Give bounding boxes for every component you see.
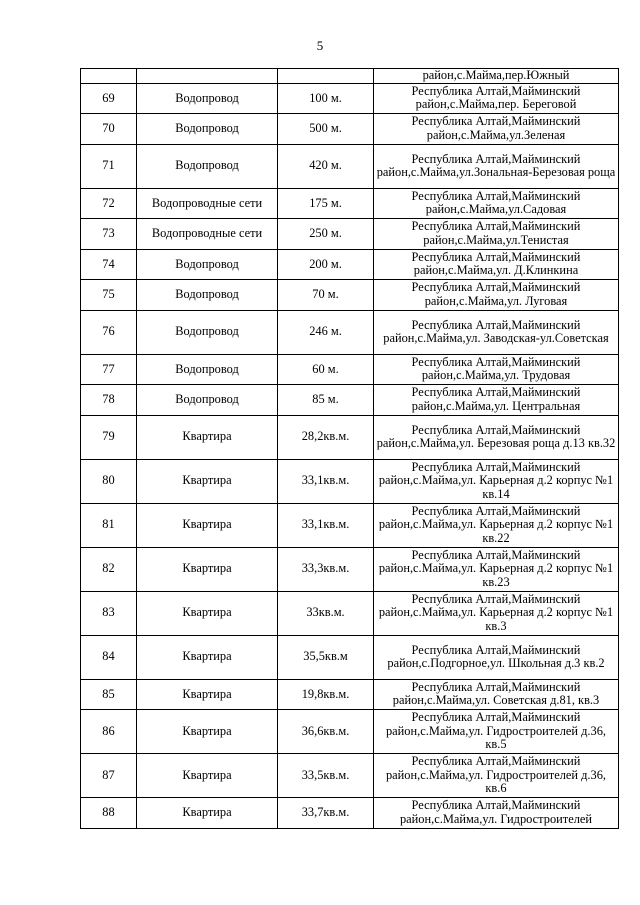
table-row: [81, 83, 619, 114]
cell-size: 33,1кв.м.: [278, 459, 374, 503]
cell-name: Квартира: [137, 679, 278, 710]
cell-number: 81: [81, 503, 137, 547]
cell-address: Республика Алтай,Майминский район,с.Майма,ул.Садовая: [374, 188, 619, 219]
table-row: [81, 280, 619, 311]
cell-number: 77: [81, 354, 137, 385]
cell-name: Квартира: [137, 798, 278, 829]
cell-address: Республика Алтай,Майминский район,с.Майма,ул. Трудовая: [374, 354, 619, 385]
cell-address: Республика Алтай,Майминский район,с.Майма,ул.Зональная-Березовая роща: [374, 144, 619, 188]
cell-number: 84: [81, 635, 137, 679]
cell-number: 78: [81, 385, 137, 416]
cell-name: Водопровод: [137, 114, 278, 145]
table-row: [81, 798, 619, 829]
cell-address: Республика Алтай,Майминский район,с.Майма,ул. Гидростроителей: [374, 798, 619, 829]
cell-size: 35,5кв.м: [278, 635, 374, 679]
table-row: [81, 188, 619, 219]
cell-number: 69: [81, 83, 137, 114]
property-registry-table: [80, 68, 619, 829]
cell-address: Республика Алтай,Майминский район,с.Майма,ул. Советская д.81, кв.3: [374, 679, 619, 710]
cell-name: Водопровод: [137, 144, 278, 188]
cell-address: район,с.Майма,пер.Южный: [374, 69, 619, 84]
cell-name: Водопровод: [137, 310, 278, 354]
cell-size: 33,7кв.м.: [278, 798, 374, 829]
table-row: [81, 710, 619, 754]
cell-number: 72: [81, 188, 137, 219]
cell-number: 87: [81, 754, 137, 798]
cell-address: Республика Алтай,Майминский район,с.Подгорное,ул. Школьная д.3 кв.2: [374, 635, 619, 679]
table-row: [81, 547, 619, 591]
cell-size: 100 м.: [278, 83, 374, 114]
cell-size: 500 м.: [278, 114, 374, 145]
cell-number: 75: [81, 280, 137, 311]
cell-name: Квартира: [137, 754, 278, 798]
page-number: 5: [316, 38, 324, 53]
cell-size: 33,1кв.м.: [278, 503, 374, 547]
cell-number: 82: [81, 547, 137, 591]
table-row: [81, 754, 619, 798]
cell-size: 33кв.м.: [278, 591, 374, 635]
cell-name: Водопровод: [137, 385, 278, 416]
cell-name: Квартира: [137, 503, 278, 547]
cell-size: 420 м.: [278, 144, 374, 188]
cell-address: Республика Алтай,Майминский район,с.Майма,ул. Заводская-ул.Советская: [374, 310, 619, 354]
cell-size: 85 м.: [278, 385, 374, 416]
cell-name: Квартира: [137, 547, 278, 591]
cell-address: Республика Алтай,Майминский район,с.Майма,ул. Гидростроителей д.36, кв.6: [374, 754, 619, 798]
cell-number: 85: [81, 679, 137, 710]
cell-address: Республика Алтай,Майминский район,с.Майма,ул. Березовая роща д.13 кв.32: [374, 415, 619, 459]
table-row: [81, 144, 619, 188]
cell-number: 74: [81, 249, 137, 280]
table-row: [81, 635, 619, 679]
cell-size: 250 м.: [278, 219, 374, 250]
registry-table-body: [81, 69, 619, 829]
cell-address: Республика Алтай,Майминский район,с.Майма,ул. Карьерная д.2 корпус №1 кв.3: [374, 591, 619, 635]
cell-address: Республика Алтай,Майминский район,с.Майма,ул. Д.Клинкина: [374, 249, 619, 280]
cell-number: 79: [81, 415, 137, 459]
cell-size: 175 м.: [278, 188, 374, 219]
cell-name: Водопровод: [137, 249, 278, 280]
table-row: [81, 415, 619, 459]
cell-name: Квартира: [137, 710, 278, 754]
cell-size: 36,6кв.м.: [278, 710, 374, 754]
cell-address: Республика Алтай,Майминский район,с.Майма,ул. Карьерная д.2 корпус №1 кв.23: [374, 547, 619, 591]
cell-name: Водопровод: [137, 83, 278, 114]
cell-size: [278, 69, 374, 84]
cell-size: 33,3кв.м.: [278, 547, 374, 591]
cell-name: Квартира: [137, 591, 278, 635]
table-row: [81, 503, 619, 547]
cell-number: 88: [81, 798, 137, 829]
cell-name: Водопроводные сети: [137, 188, 278, 219]
table-row: [81, 310, 619, 354]
cell-address: Республика Алтай,Майминский район,с.Майма,ул. Карьерная д.2 корпус №1 кв.22: [374, 503, 619, 547]
table-row: [81, 459, 619, 503]
cell-number: 71: [81, 144, 137, 188]
cell-size: 200 м.: [278, 249, 374, 280]
cell-name: [137, 69, 278, 84]
cell-address: Республика Алтай,Майминский район,с.Майма,ул. Луговая: [374, 280, 619, 311]
cell-size: 33,5кв.м.: [278, 754, 374, 798]
continuation-row: [81, 69, 619, 84]
table-row: [81, 249, 619, 280]
cell-name: Водопровод: [137, 354, 278, 385]
cell-size: 246 м.: [278, 310, 374, 354]
cell-address: Республика Алтай,Майминский район,с.Майма,ул. Гидростроителей д.36, кв.5: [374, 710, 619, 754]
cell-name: Квартира: [137, 459, 278, 503]
cell-address: Республика Алтай,Майминский район,с.Майма,ул. Карьерная д.2 корпус №1 кв.14: [374, 459, 619, 503]
table-row: [81, 385, 619, 416]
cell-number: [81, 69, 137, 84]
table-row: [81, 354, 619, 385]
cell-address: Республика Алтай,Майминский район,с.Майма,ул.Зеленая: [374, 114, 619, 145]
cell-size: 60 м.: [278, 354, 374, 385]
table-row: [81, 591, 619, 635]
cell-number: 86: [81, 710, 137, 754]
cell-size: 19,8кв.м.: [278, 679, 374, 710]
table-row: [81, 219, 619, 250]
cell-address: Республика Алтай,Майминский район,с.Майма,ул. Центральная: [374, 385, 619, 416]
cell-name: Квартира: [137, 415, 278, 459]
cell-number: 73: [81, 219, 137, 250]
cell-number: 80: [81, 459, 137, 503]
cell-number: 83: [81, 591, 137, 635]
table-row: [81, 679, 619, 710]
cell-name: Водопровод: [137, 280, 278, 311]
cell-number: 70: [81, 114, 137, 145]
cell-number: 76: [81, 310, 137, 354]
table-row: [81, 114, 619, 145]
cell-name: Квартира: [137, 635, 278, 679]
cell-address: Республика Алтай,Майминский район,с.Майма,ул.Тенистая: [374, 219, 619, 250]
cell-size: 28,2кв.м.: [278, 415, 374, 459]
cell-address: Республика Алтай,Майминский район,с.Майма,пер. Береговой: [374, 83, 619, 114]
cell-size: 70 м.: [278, 280, 374, 311]
cell-name: Водопроводные сети: [137, 219, 278, 250]
